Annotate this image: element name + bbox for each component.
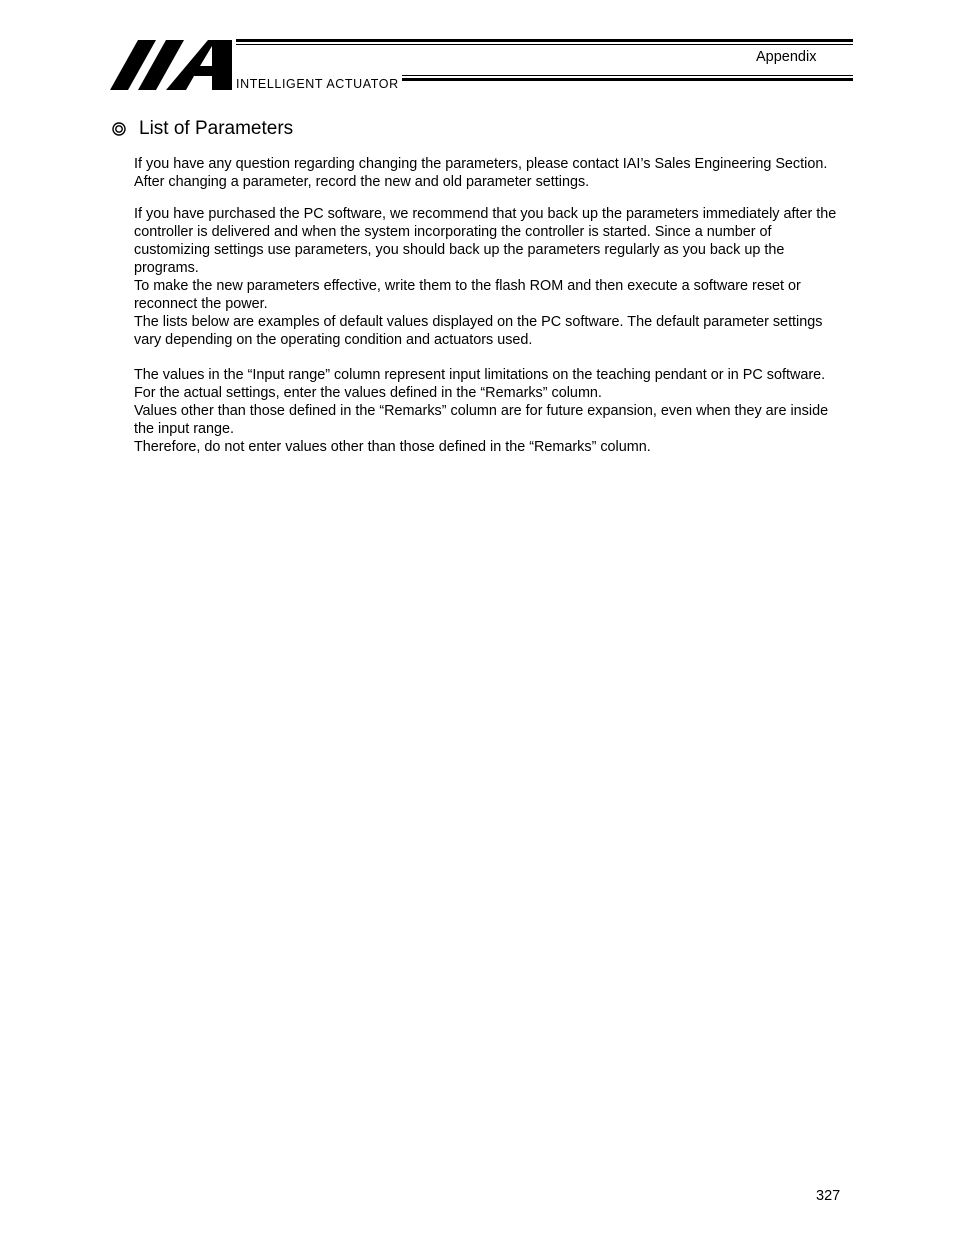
page-heading [112,118,293,140]
header-rule-bottom-thick [402,78,853,81]
header-rule-top-thin [236,44,853,45]
backup-paragraph-block [134,205,850,349]
paragraph-input-range: The values in the “Input range” column represent input limitations on the teaching pendant or in PC software. For the actual settings, enter the values defined in the “Remarks” column. [134,367,826,401]
section-label: Appendix [756,49,817,65]
intro-paragraph-block [134,155,850,191]
paragraph-backup: If you have purchased the PC software, we recommend that you back up the parameters immediately after the controller is delivered and when the system incorporating the controller is started. Since a number of customizing settings use parameters, you should back up the parameters regularly as you back up the programs. [134,206,837,276]
paragraph-defaults: The lists below are examples of default values displayed on the PC software. The default parameter settings vary depending on the operating condition and actuators used. [134,314,823,348]
page-number: 327 [816,1188,841,1204]
input-range-paragraph-block [134,366,850,456]
header-rule-bottom-thin [402,75,853,76]
brand-name: INTELLIGENT ACTUATOR [236,77,399,91]
double-circle-icon [112,122,126,136]
paragraph-contact: If you have any question regarding changing the parameters, please contact IAI’s Sales Engineering Section. After changing a parameter, record the new and old parameter settings. [134,156,828,190]
paragraph-do-not-enter: Therefore, do not enter values other than those defined in the “Remarks” column. [134,439,651,455]
header-rule-top-thick [236,39,853,42]
paragraph-future-expansion: Values other than those defined in the “Remarks” column are for future expansion, even when they are inside the input range. [134,403,829,437]
page-title: List of Parameters [139,118,294,139]
iai-logo-icon [108,36,238,92]
paragraph-effective: To make the new parameters effective, write them to the flash ROM and then execute a software reset or reconnect the power. [134,278,801,312]
